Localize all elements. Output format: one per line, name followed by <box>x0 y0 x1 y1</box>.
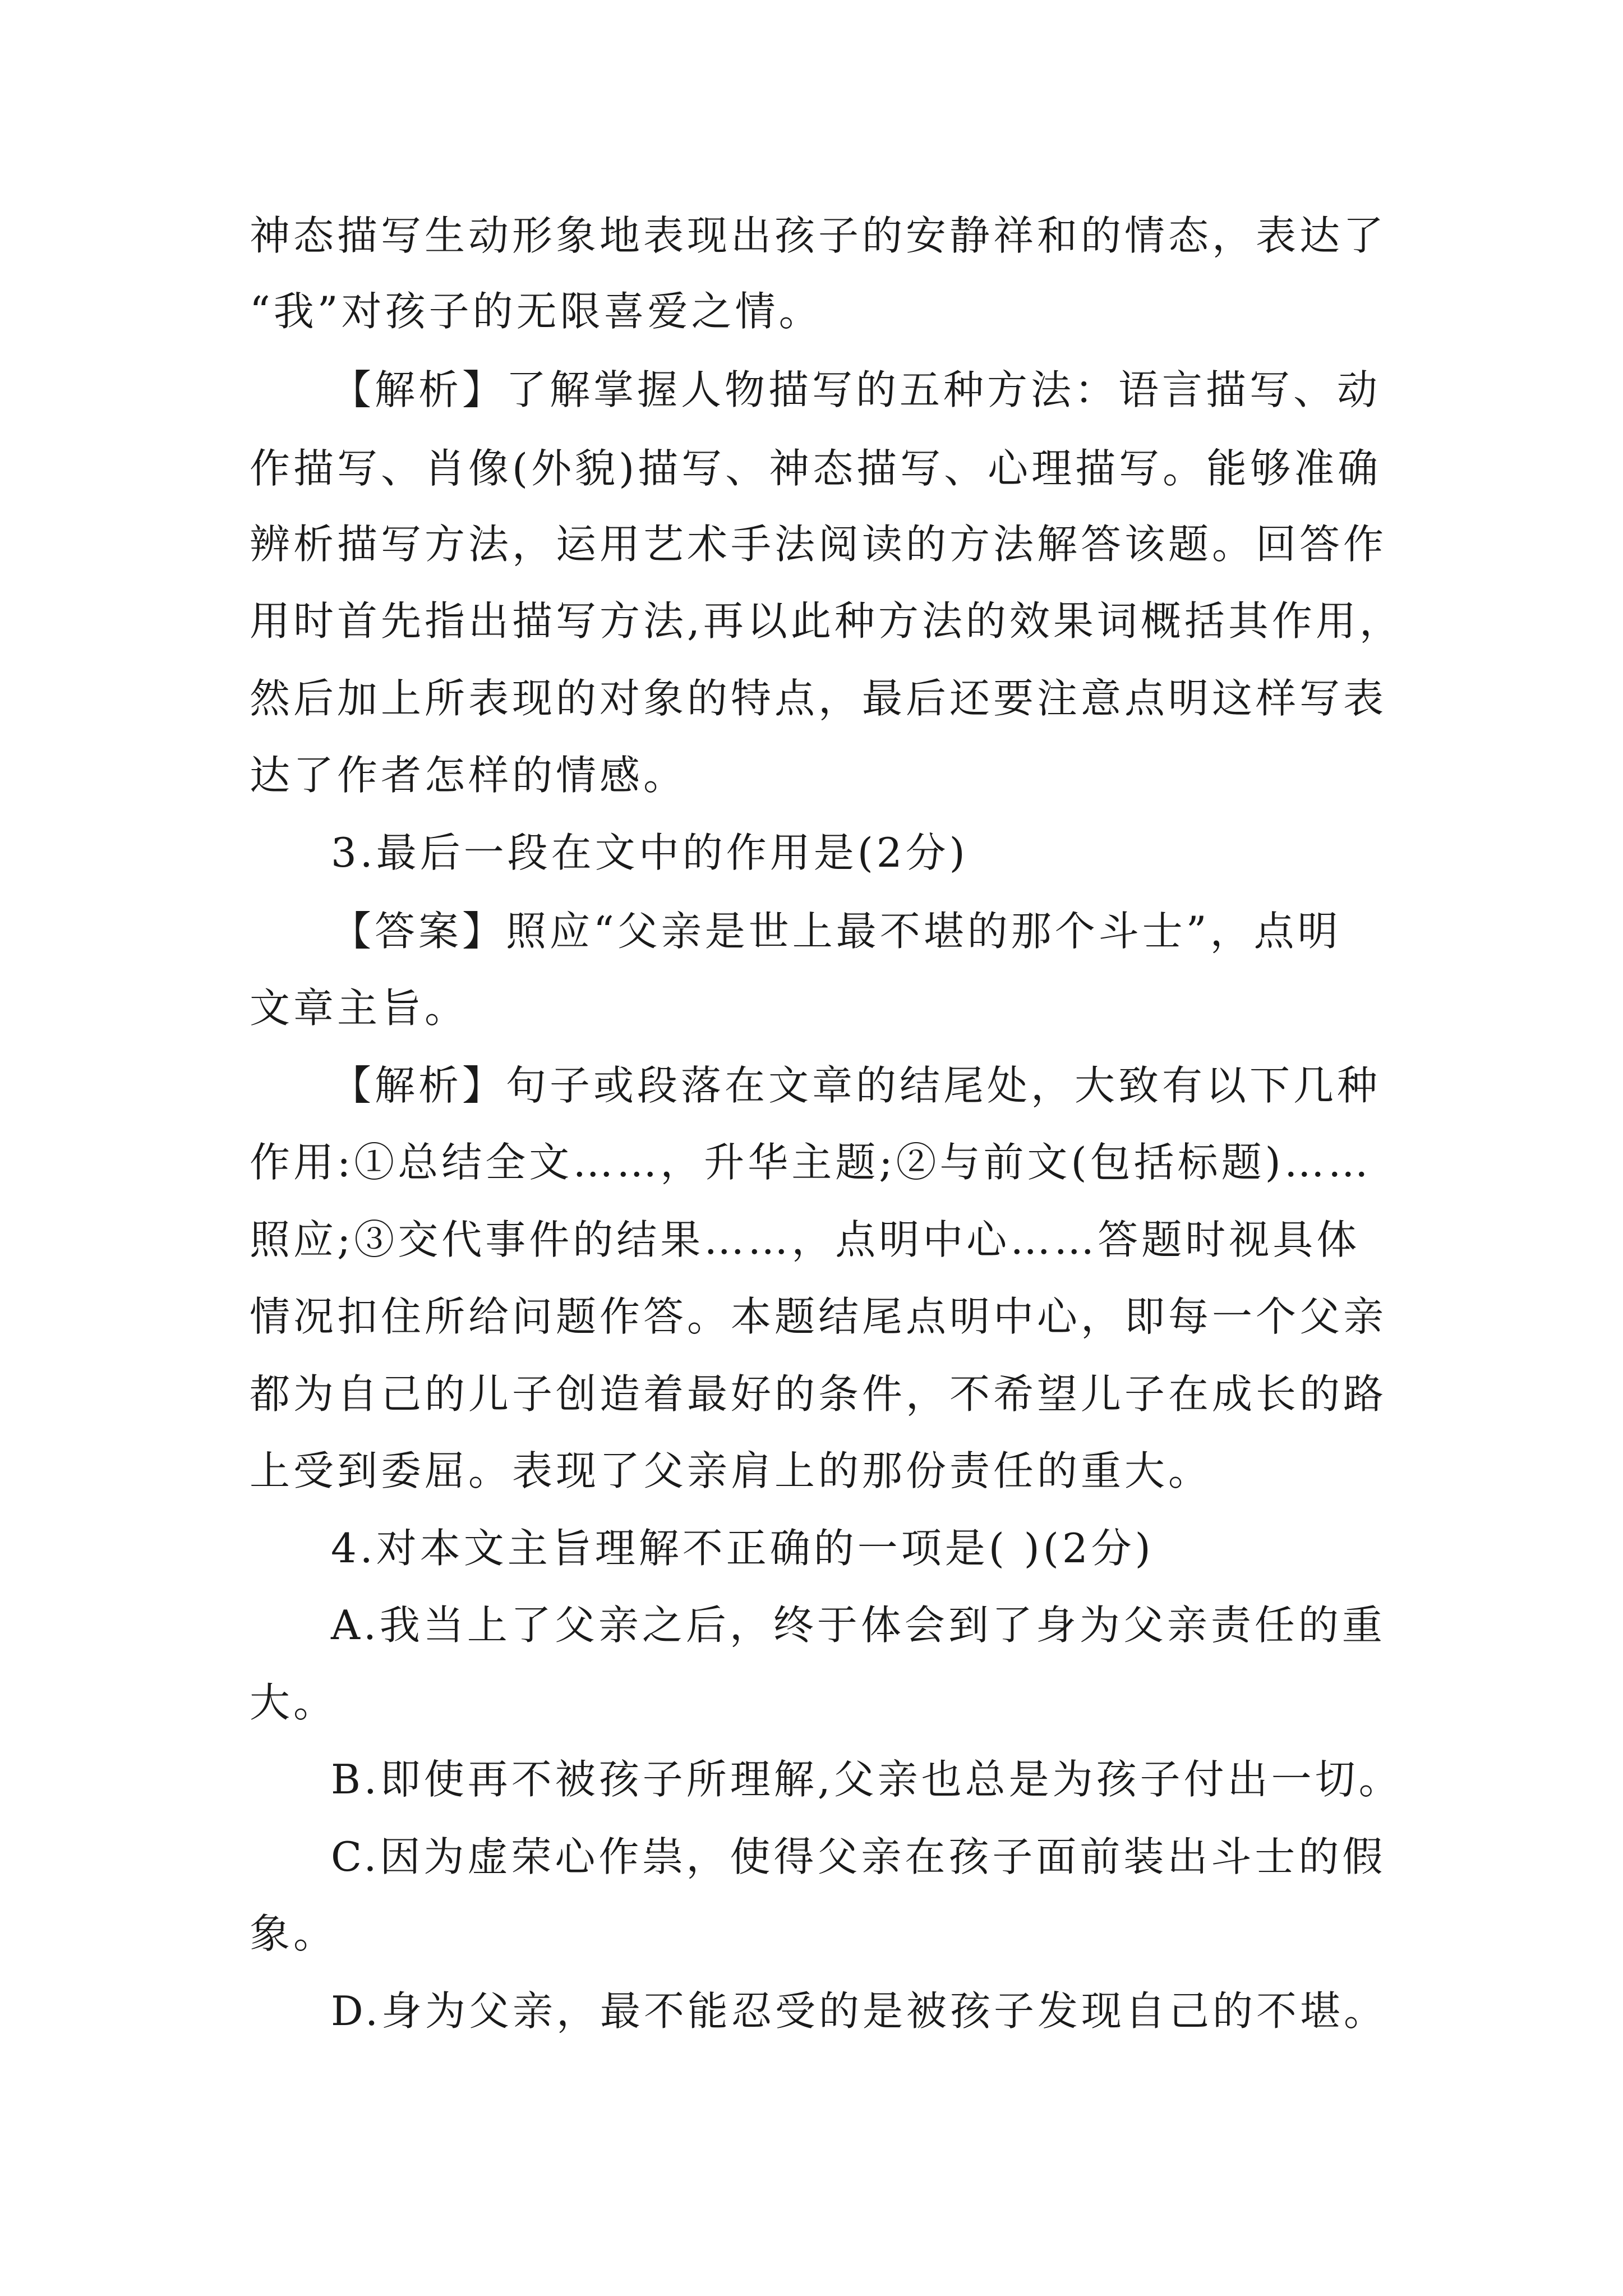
text-line: 象。 <box>250 1910 338 1957</box>
text-line: 情况扣住所给问题作答。本题结尾点明中心，即每一个父亲 <box>250 1293 1387 1340</box>
text-line: 【解析】了解掌握人物描写的五种方法：语言描写、动 <box>331 366 1381 413</box>
text-line: 3.最后一段在文中的作用是(2分) <box>331 829 969 876</box>
text-line: C.因为虚荣心作祟，使得父亲在孩子面前装出斗士的假 <box>331 1833 1386 1880</box>
text-line: 照应;③交代事件的结果……，点明中心……答题时视具体 <box>250 1216 1361 1263</box>
text-line: 然后加上所表现的对象的特点，最后还要注意点明这样写表 <box>250 675 1387 722</box>
text-line: 文章主旨。 <box>250 984 469 1032</box>
text-line: 辨析描写方法，运用艺术手法阅读的方法解答该题。回答作 <box>250 521 1387 568</box>
text-line: B.即使再不被孩子所理解,父亲也总是为孩子付出一切。 <box>331 1756 1403 1803</box>
text-line: D.身为父亲，最不能忍受的是被孩子发现自己的不堪。 <box>331 1987 1388 2035</box>
text-line: 【解析】句子或段落在文章的结尾处，大致有以下几种 <box>331 1062 1381 1109</box>
text-line: 作描写、肖像(外貌)描写、神态描写、心理描写。能够准确 <box>250 445 1382 492</box>
text-line: 上受到委屈。表现了父亲肩上的那份责任的重大。 <box>250 1447 1212 1494</box>
text-line: 用时首先指出描写方法,再以此种方法的效果词概括其作用， <box>250 597 1403 645</box>
text-line: “我”对孩子的无限喜爱之情。 <box>250 288 823 335</box>
text-line: A.我当上了父亲之后，终于体会到了身为父亲责任的重 <box>331 1602 1386 1649</box>
text-line: 4.对本文主旨理解不正确的一项是( )(2分) <box>331 1525 1154 1572</box>
text-line: 【答案】照应“父亲是世上最不堪的那个斗士”，点明 <box>331 908 1341 955</box>
text-line: 作用:①总结全文……，升华主题;②与前文(包括标题)…… <box>250 1139 1372 1186</box>
text-line: 达了作者怎样的情感。 <box>250 752 688 799</box>
text-line: 神态描写生动形象地表现出孩子的安静祥和的情态，表达了 <box>250 212 1387 259</box>
text-line: 大。 <box>250 1679 338 1726</box>
text-line: 都为自己的儿子创造着最好的条件，不希望儿子在成长的路 <box>250 1370 1387 1418</box>
